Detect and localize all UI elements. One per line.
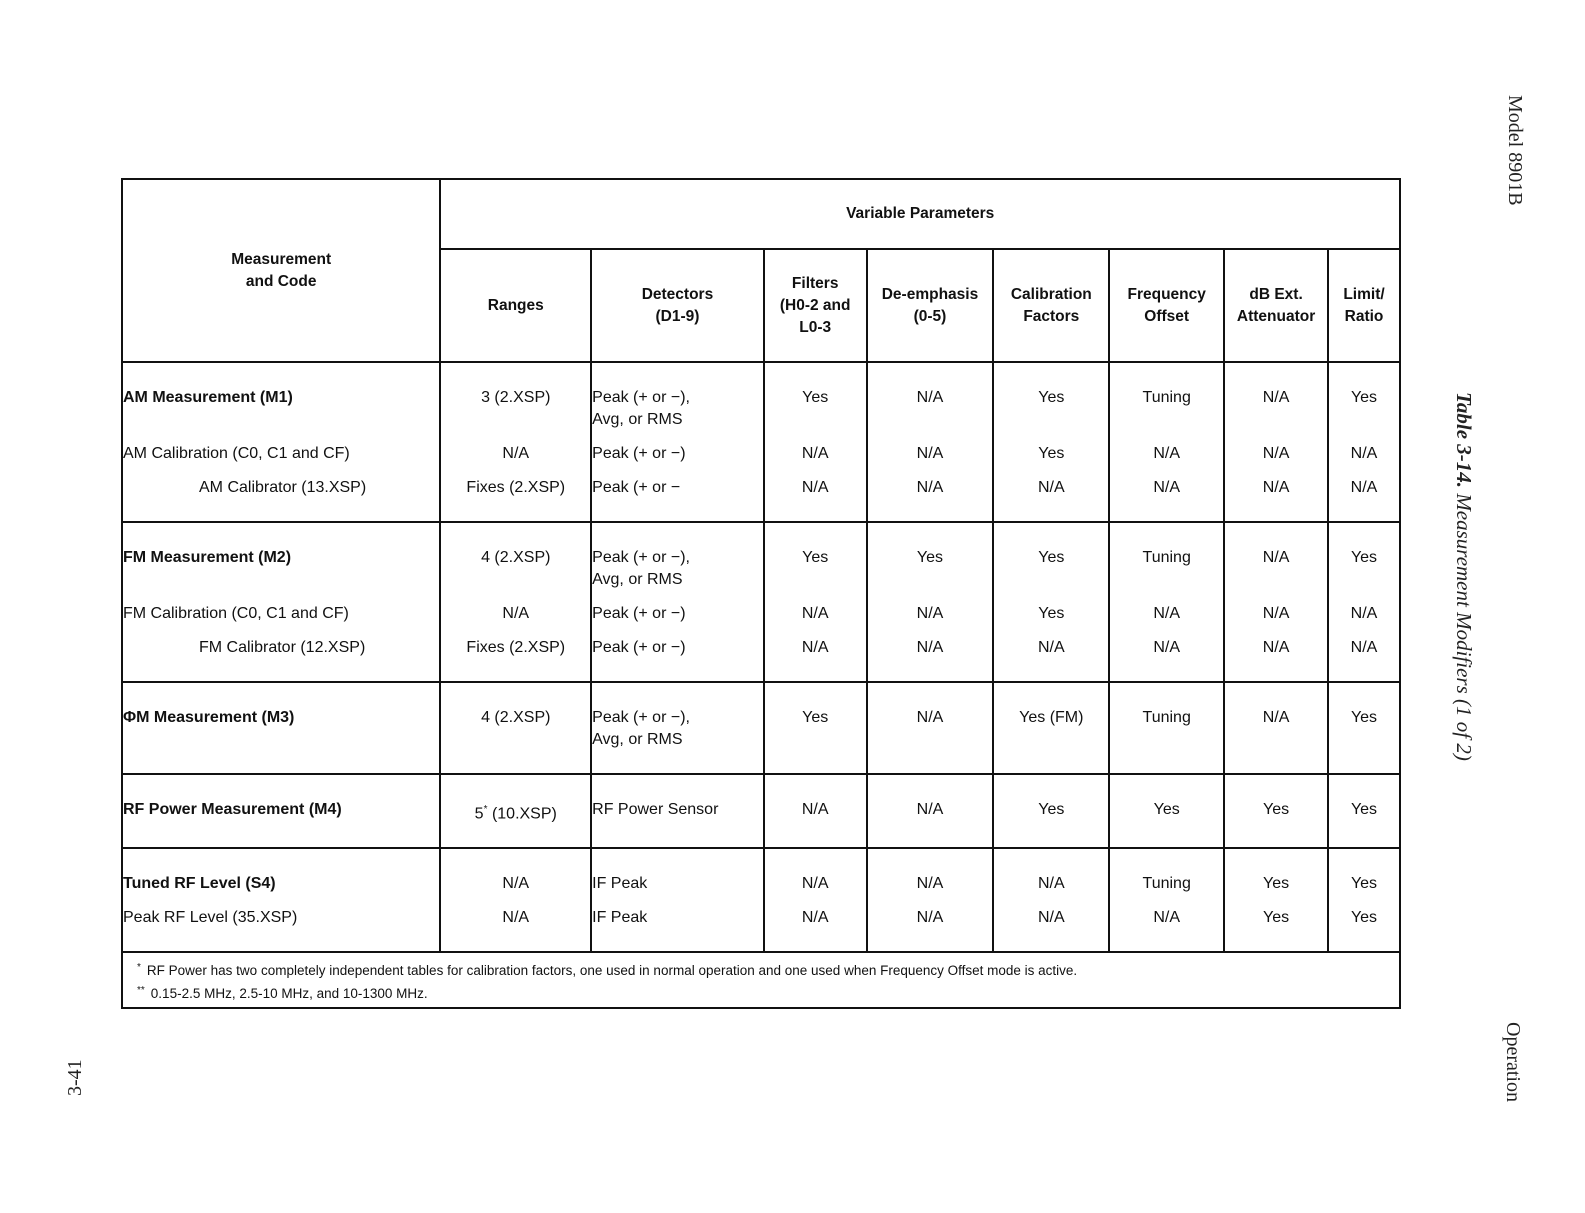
freq-offset-cell: Tuning [1109, 682, 1224, 774]
measurement-name: FM Measurement (M2) [122, 522, 440, 591]
ranges-cell: 3 (2.XSP) [440, 362, 591, 431]
footnote-mark: ** [137, 985, 145, 997]
table-row [122, 465, 1400, 522]
ranges-cell: 4 (2.XSP) [440, 682, 591, 774]
freq-offset-cell: Tuning [1109, 848, 1224, 895]
table-row [122, 522, 1400, 591]
measurement-name: ΦM Measurement (M3) [122, 682, 440, 774]
ranges-cell: 5* (10.XSP) [440, 774, 591, 848]
table-row [122, 895, 1400, 952]
detectors-cell: IF Peak [591, 895, 764, 952]
filters-cell: N/A [764, 774, 867, 848]
caption-title: Measurement Modifiers (1 of 2) [1452, 493, 1476, 761]
ranges-cell: N/A [440, 895, 591, 952]
measurement-name: Peak RF Level (35.XSP) [122, 895, 440, 952]
limit-cell: Yes [1328, 522, 1400, 591]
table-row [122, 848, 1400, 895]
ranges-cell: N/A [440, 848, 591, 895]
measurement-group [122, 774, 1400, 848]
ranges-cell: Fixes (2.XSP) [440, 465, 591, 522]
db-ext-cell: N/A [1224, 591, 1328, 625]
detectors-cell: Peak (+ or −), Avg, or RMS [591, 522, 764, 591]
freq-offset-cell: N/A [1109, 431, 1224, 465]
table-row [122, 682, 1400, 774]
measurement-name: AM Calibration (C0, C1 and CF) [122, 431, 440, 465]
limit-cell: N/A [1328, 591, 1400, 625]
variable-parameters-header: Variable Parameters [440, 179, 1400, 249]
table-row [122, 431, 1400, 465]
table-caption [1451, 392, 1476, 761]
db-ext-cell: N/A [1224, 682, 1328, 774]
calibration-cell: Yes [993, 362, 1109, 431]
measurement-column-header: Measurement and Code [122, 179, 440, 362]
db-ext-cell: N/A [1224, 431, 1328, 465]
column-header-calibration: Calibration Factors [993, 249, 1109, 362]
measurement-name: AM Calibrator (13.XSP) [122, 465, 440, 522]
calibration-cell: N/A [993, 625, 1109, 682]
footnote-mark: * [137, 962, 141, 974]
caption-number: Table 3-14. [1452, 392, 1476, 489]
filters-cell: N/A [764, 465, 867, 522]
deemphasis-cell: N/A [867, 625, 994, 682]
measurement-name: Tuned RF Level (S4) [122, 848, 440, 895]
detectors-cell: RF Power Sensor [591, 774, 764, 848]
db-ext-cell: Yes [1224, 848, 1328, 895]
freq-offset-cell: N/A [1109, 465, 1224, 522]
model-label: Model 8901B [1504, 95, 1526, 206]
deemphasis-cell: N/A [867, 431, 994, 465]
freq-offset-cell: Tuning [1109, 362, 1224, 431]
filters-cell: Yes [764, 362, 867, 431]
detectors-cell: Peak (+ or − [591, 465, 764, 522]
detectors-cell: IF Peak [591, 848, 764, 895]
deemphasis-cell: N/A [867, 591, 994, 625]
calibration-cell: N/A [993, 465, 1109, 522]
detectors-cell: Peak (+ or −) [591, 625, 764, 682]
calibration-cell: Yes [993, 431, 1109, 465]
measurement-group [122, 682, 1400, 774]
column-header-limit-ratio: Limit/ Ratio [1328, 249, 1400, 362]
section-label: Operation [1502, 1022, 1524, 1102]
limit-cell: N/A [1328, 465, 1400, 522]
footnote-text: 0.15-2.5 MHz, 2.5-10 MHz, and 10-1300 MHz. [150, 986, 428, 1002]
measurement-name: FM Calibrator (12.XSP) [122, 625, 440, 682]
detectors-cell: Peak (+ or −), Avg, or RMS [591, 362, 764, 431]
measurement-group [122, 522, 1400, 682]
filters-cell: N/A [764, 591, 867, 625]
limit-cell: N/A [1328, 431, 1400, 465]
limit-cell: Yes [1328, 774, 1400, 848]
deemphasis-cell: N/A [867, 895, 994, 952]
filters-cell: N/A [764, 848, 867, 895]
ranges-cell: Fixes (2.XSP) [440, 625, 591, 682]
measurement-group [122, 848, 1400, 952]
measurement-name: RF Power Measurement (M4) [122, 774, 440, 848]
detectors-cell: Peak (+ or −) [591, 431, 764, 465]
limit-cell: Yes [1328, 895, 1400, 952]
freq-offset-cell: Yes [1109, 774, 1224, 848]
column-header-filters: Filters (H0-2 and L0-3 [764, 249, 867, 362]
calibration-cell: Yes [993, 774, 1109, 848]
detectors-cell: Peak (+ or −) [591, 591, 764, 625]
filters-cell: Yes [764, 682, 867, 774]
column-header-detectors: Detectors (D1-9) [591, 249, 764, 362]
footnote [137, 959, 1385, 982]
freq-offset-cell: Tuning [1109, 522, 1224, 591]
freq-offset-cell: N/A [1109, 591, 1224, 625]
db-ext-cell: N/A [1224, 625, 1328, 682]
ranges-cell: 4 (2.XSP) [440, 522, 591, 591]
table-row [122, 774, 1400, 848]
deemphasis-cell: N/A [867, 774, 994, 848]
limit-cell: Yes [1328, 682, 1400, 774]
calibration-cell: Yes [993, 522, 1109, 591]
filters-cell: N/A [764, 895, 867, 952]
limit-cell: Yes [1328, 362, 1400, 431]
deemphasis-cell: N/A [867, 362, 994, 431]
measurement-group [122, 362, 1400, 522]
limit-cell: Yes [1328, 848, 1400, 895]
footnote [137, 982, 1385, 1005]
db-ext-cell: N/A [1224, 362, 1328, 431]
db-ext-cell: Yes [1224, 895, 1328, 952]
measurement-name: AM Measurement (M1) [122, 362, 440, 431]
table-row [122, 362, 1400, 431]
filters-cell: Yes [764, 522, 867, 591]
footnote-mark: * [483, 804, 488, 815]
freq-offset-cell: N/A [1109, 895, 1224, 952]
table-row [122, 591, 1400, 625]
ranges-cell: N/A [440, 431, 591, 465]
column-header-deemphasis: De-emphasis (0-5) [867, 249, 994, 362]
table-row [122, 625, 1400, 682]
freq-offset-cell: N/A [1109, 625, 1224, 682]
ranges-cell: N/A [440, 591, 591, 625]
deemphasis-cell: N/A [867, 848, 994, 895]
column-header-db-ext-attenuator: dB Ext. Attenuator [1224, 249, 1328, 362]
measurement-modifiers-table [121, 178, 1401, 1009]
db-ext-cell: N/A [1224, 522, 1328, 591]
calibration-cell: Yes (FM) [993, 682, 1109, 774]
column-header-ranges: Ranges [440, 249, 591, 362]
limit-cell: N/A [1328, 625, 1400, 682]
filters-cell: N/A [764, 625, 867, 682]
calibration-cell: N/A [993, 895, 1109, 952]
deemphasis-cell: N/A [867, 465, 994, 522]
page-number: 3-41 [64, 1059, 86, 1096]
column-header-freq-offset: Frequency Offset [1109, 249, 1224, 362]
calibration-cell: N/A [993, 848, 1109, 895]
filters-cell: N/A [764, 431, 867, 465]
db-ext-cell: Yes [1224, 774, 1328, 848]
footnote-text: RF Power has two completely independent tables for calibration factors, one used in normal operation and one used when Frequency Offset mode is active. [146, 963, 1078, 979]
footnotes [122, 952, 1400, 1008]
deemphasis-cell: N/A [867, 682, 994, 774]
measurement-name: FM Calibration (C0, C1 and CF) [122, 591, 440, 625]
detectors-cell: Peak (+ or −), Avg, or RMS [591, 682, 764, 774]
calibration-cell: Yes [993, 591, 1109, 625]
deemphasis-cell: Yes [867, 522, 994, 591]
db-ext-cell: N/A [1224, 465, 1328, 522]
